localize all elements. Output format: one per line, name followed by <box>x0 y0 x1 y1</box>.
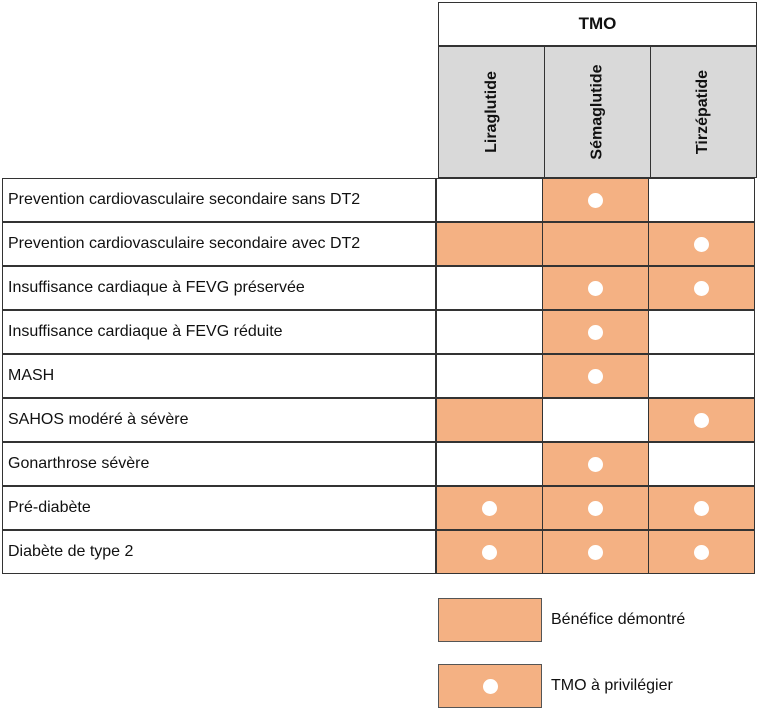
legend-preferred-swatch <box>438 664 542 708</box>
cell-liraglutide <box>436 530 543 574</box>
table-row <box>2 178 755 222</box>
drug-header-tirzepatide <box>650 46 757 178</box>
preferred-dot-icon <box>588 193 603 208</box>
tmo-header <box>438 2 757 46</box>
preferred-dot-icon <box>694 501 709 516</box>
row-label: MASH <box>2 354 436 398</box>
cell-semaglutide <box>542 354 649 398</box>
preferred-dot-icon <box>694 545 709 560</box>
drug-name: Tirzépatide <box>694 69 712 155</box>
preferred-dot-icon <box>588 325 603 340</box>
cell-liraglutide <box>436 266 543 310</box>
cell-tirzepatide <box>648 354 755 398</box>
cell-semaglutide <box>542 486 649 530</box>
preferred-dot-icon <box>482 545 497 560</box>
row-label: Gonarthrose sévère <box>2 442 436 486</box>
row-label: Pré-diabète <box>2 486 436 530</box>
table-row <box>2 442 755 486</box>
cell-tirzepatide <box>648 310 755 354</box>
cell-liraglutide <box>436 442 543 486</box>
preferred-dot-icon <box>588 545 603 560</box>
cell-tirzepatide <box>648 442 755 486</box>
row-label: Insuffisance cardiaque à FEVG préservée <box>2 266 436 310</box>
row-label: Diabète de type 2 <box>2 530 436 574</box>
table-row <box>2 398 755 442</box>
legend-preferred-label: TMO à privilégier <box>551 677 673 694</box>
cell-semaglutide <box>542 178 649 222</box>
preferred-dot-icon <box>588 369 603 384</box>
row-label: Insuffisance cardiaque à FEVG réduite <box>2 310 436 354</box>
cell-semaglutide <box>542 310 649 354</box>
row-label: SAHOS modéré à sévère <box>2 398 436 442</box>
table-row <box>2 530 755 574</box>
drug-name: Liraglutide <box>482 71 500 153</box>
cell-liraglutide <box>436 486 543 530</box>
preferred-dot-icon <box>588 457 603 472</box>
table-row <box>2 266 755 310</box>
legend-benefit-swatch <box>438 598 542 642</box>
cell-liraglutide <box>436 178 543 222</box>
cell-tirzepatide <box>648 530 755 574</box>
preferred-dot-icon <box>694 413 709 428</box>
table-row <box>2 354 755 398</box>
cell-tirzepatide <box>648 178 755 222</box>
cell-semaglutide <box>542 398 649 442</box>
preferred-dot-icon <box>483 679 498 694</box>
cell-semaglutide <box>542 442 649 486</box>
cell-semaglutide <box>542 266 649 310</box>
preferred-dot-icon <box>482 501 497 516</box>
table-row <box>2 486 755 530</box>
cell-tirzepatide <box>648 486 755 530</box>
preferred-dot-icon <box>588 281 603 296</box>
preferred-dot-icon <box>588 501 603 516</box>
cell-semaglutide <box>542 530 649 574</box>
cell-liraglutide <box>436 310 543 354</box>
drug-name: Sémaglutide <box>588 64 606 160</box>
row-label: Prevention cardiovasculaire secondaire sans DT2 <box>2 178 436 222</box>
cell-liraglutide <box>436 354 543 398</box>
preferred-dot-icon <box>694 281 709 296</box>
cell-tirzepatide <box>648 398 755 442</box>
drug-header-liraglutide <box>438 46 545 178</box>
preferred-dot-icon <box>694 237 709 252</box>
tmo-header-label: TMO <box>578 14 617 33</box>
cell-liraglutide <box>436 222 543 266</box>
drug-header-semaglutide <box>544 46 651 178</box>
cell-tirzepatide <box>648 266 755 310</box>
legend-benefit-label: Bénéfice démontré <box>551 611 686 628</box>
cell-semaglutide <box>542 222 649 266</box>
cell-liraglutide <box>436 398 543 442</box>
row-label: Prevention cardiovasculaire secondaire avec DT2 <box>2 222 436 266</box>
table-row <box>2 222 755 266</box>
cell-tirzepatide <box>648 222 755 266</box>
table-row <box>2 310 755 354</box>
